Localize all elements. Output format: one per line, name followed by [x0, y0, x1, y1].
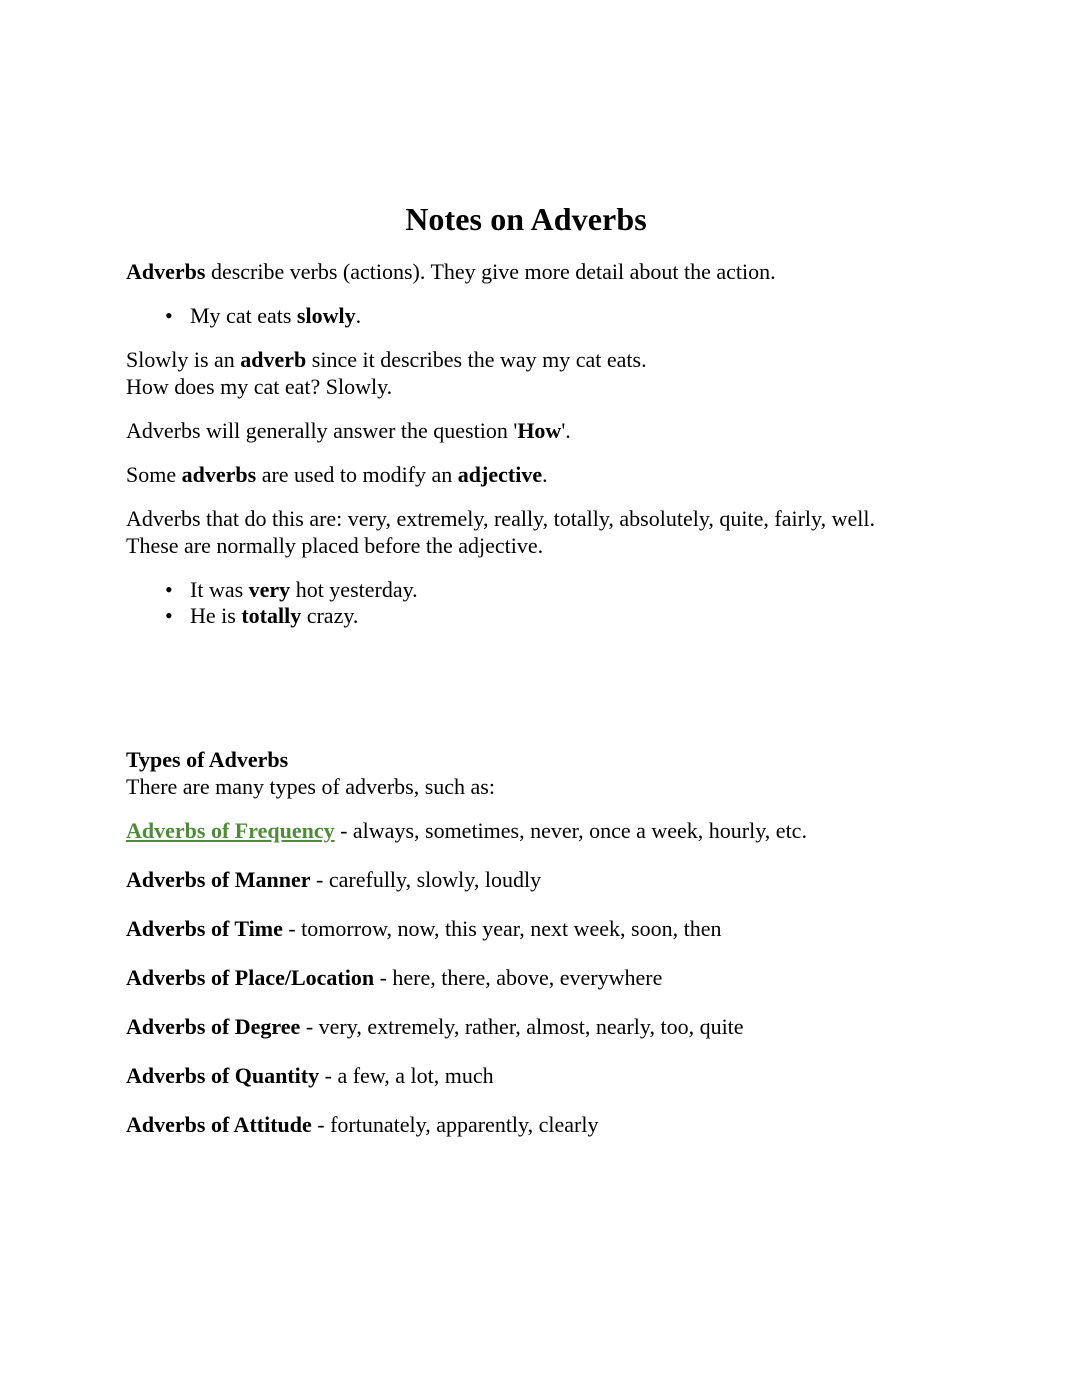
explanation-line-1: [126, 347, 926, 374]
adverb-type-quantity-examples: - a few, a lot, much: [319, 1062, 494, 1088]
bullet-1-post: .: [355, 302, 362, 328]
bullet-icon: •: [165, 576, 173, 602]
list-item: [126, 603, 926, 630]
bullet-icon: •: [165, 603, 173, 629]
adverb-type-attitude-examples: - fortunately, apparently, clearly: [311, 1111, 599, 1137]
bullet-1-pre: My cat eats: [190, 302, 297, 328]
adverb-type-manner-name: Adverbs of Manner: [126, 867, 311, 893]
adverb-type-frequency: [126, 818, 926, 845]
adverb-type-time: [126, 916, 926, 943]
list-item: [126, 577, 926, 604]
adverb-type-manner-examples: - carefully, slowly, loudly: [310, 867, 542, 893]
list-item: [126, 303, 926, 330]
bullet-2b-pre: He is: [190, 603, 242, 629]
adverb-type-quantity: [126, 1063, 926, 1090]
adverb-type-attitude: [126, 1112, 926, 1139]
modify-adjective-post: .: [542, 461, 548, 487]
adverb-type-manner: [126, 867, 926, 894]
bullet-1-bold: slowly: [296, 302, 356, 328]
intro-rest: describe verbs (actions). They give more detail about the action.: [205, 259, 776, 285]
explanation-line1-pre: Slowly is an: [126, 346, 241, 372]
adverb-type-place-location-examples: - here, there, above, everywhere: [374, 965, 663, 991]
explanation-line1-post: since it describes the way my cat eats.: [306, 346, 647, 372]
adverb-type-time-examples: - tomorrow, now, this year, next week, soon, then: [282, 916, 722, 942]
adverb-type-degree: [126, 1014, 926, 1041]
bullet-2b-post: crazy.: [301, 603, 359, 629]
modify-adjective-bold-2: adjective: [457, 461, 543, 487]
modify-adjective-pre: Some: [126, 461, 182, 487]
explanation-line-2: How does my cat eat? Slowly.: [126, 373, 393, 399]
adverb-type-degree-name: Adverbs of Degree: [126, 1014, 301, 1040]
adverb-type-attitude-name: Adverbs of Attitude: [126, 1111, 312, 1137]
question-note-post: '.: [561, 417, 571, 443]
question-note-paragraph: [126, 418, 926, 445]
bullet-2a-post: hot yesterday.: [290, 576, 418, 602]
explanation-line1-bold: adverb: [240, 346, 307, 372]
page-title: Notes on Adverbs: [405, 201, 647, 237]
blank-spacer: [126, 647, 926, 747]
question-note-bold: How: [517, 417, 562, 443]
types-lead-in: There are many types of adverbs, such as:: [126, 774, 495, 800]
bullet-2b-bold: totally: [241, 603, 302, 629]
modify-adjective-bold-1: adverbs: [181, 461, 257, 487]
adverb-type-time-name: Adverbs of Time: [126, 916, 283, 942]
modify-adjective-mid: are used to modify an: [256, 461, 458, 487]
bullet-2a-pre: It was: [190, 576, 249, 602]
modify-adjective-paragraph: [126, 462, 926, 489]
bullet-2a-bold: very: [248, 576, 291, 602]
degree-list-paragraph: Adverbs that do this are: very, extremely, really, totally, absolutely, quite, fairly, well. These are normally placed before the adjective.: [126, 505, 875, 558]
adverb-type-place-location-name: Adverbs of Place/Location: [126, 965, 375, 991]
section-heading-types-of-adverbs: Types of Adverbs: [126, 747, 289, 773]
adverbs-of-frequency-link[interactable]: Adverbs of Frequency: [126, 818, 335, 844]
adverb-type-frequency-examples: - always, sometimes, never, once a week, hourly, etc.: [334, 818, 807, 844]
document-body: [126, 200, 926, 1161]
adverb-type-degree-examples: - very, extremely, rather, almost, nearly, too, quite: [300, 1014, 744, 1040]
bullet-icon: •: [165, 302, 173, 328]
adverb-type-place-location: [126, 965, 926, 992]
adverb-type-quantity-name: Adverbs of Quantity: [126, 1062, 320, 1088]
example-list-1: [126, 303, 926, 330]
question-note-pre: Adverbs will generally answer the question ': [126, 417, 518, 443]
intro-bold-lead: Adverbs: [126, 259, 206, 285]
intro-paragraph: [126, 259, 926, 286]
example-list-2: [126, 577, 926, 631]
